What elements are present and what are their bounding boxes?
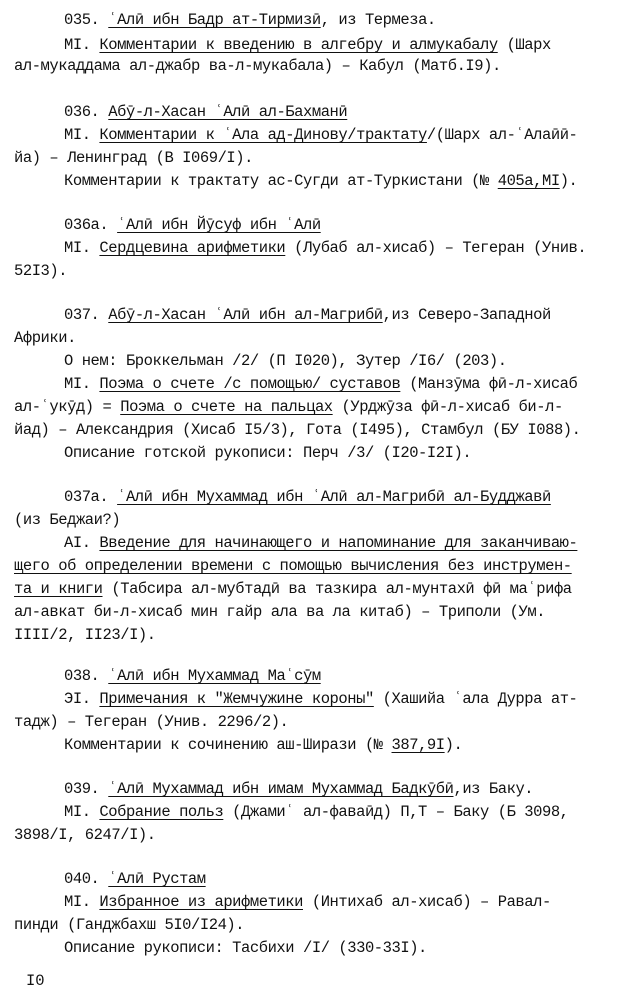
entry-037-work-cont-2: йад) – Александрия (Хисаб I5/3), Гота (I495), Стамбул (БУ I088). bbox=[14, 421, 581, 439]
entry-037-work: MI. Поэма о счете /с помощью/ суставов (Манзӯма фӣ-л-хисаб bbox=[64, 375, 578, 393]
entry-035-work-cont: ал-мукаддама ал-джабр ва-л-мукабала) – Кабул (Матб.I9). bbox=[14, 57, 501, 75]
entry-037a-work-cont-1: щего об определении времени с помощью вычисления без инструмен- bbox=[14, 557, 572, 575]
page-number: I0 bbox=[26, 972, 45, 990]
entry-038-work: ЭI. Примечания к "Жемчужине короны" (Хашийа ʿала Дурра ат- bbox=[64, 690, 578, 708]
entry-035-work: MI. Комментарии к введению в алгебру и алмукабалу (Шарх bbox=[64, 36, 551, 54]
entry-036-work-cont: йа) – Ленинград (В I069/I). bbox=[14, 149, 253, 167]
entry-038-note: Комментарии к сочинению аш-Ширази (№ 387,9I). bbox=[64, 736, 463, 754]
entry-037a-work-cont-4: IIII/2, II23/I). bbox=[14, 626, 156, 644]
entry-040-note: Описание рукописи: Тасбихи /I/ (330-33I). bbox=[64, 939, 427, 957]
entry-040-work: MI. Избранное из арифметики (Интихаб ал-хисаб) – Равал- bbox=[64, 893, 551, 911]
entry-035-heading: 035. ʿАлӣ ибн Бадр ат-Тирмизӣ, из Термеза. bbox=[64, 11, 436, 29]
entry-037-heading: 037. Абӯ-л-Хасан ʿАлӣ ибн ал-Магрибӣ,из Северо-Западной bbox=[64, 306, 551, 324]
entry-040-heading: 040. ʿАлӣ Рустам bbox=[64, 870, 206, 888]
entry-039-work-cont: 3898/I, 6247/I). bbox=[14, 826, 156, 844]
entry-038-work-cont: тадж) – Тегеран (Унив. 2296/2). bbox=[14, 713, 289, 731]
entry-037-work-cont-1: ал-ʿукӯд) = Поэма о счете на пальцах (Урджӯза фӣ-л-хисаб би-л- bbox=[14, 398, 563, 416]
entry-039-work: MI. Собрание польз (Джамиʿ ал-фаваӣд) П,Т – Баку (Б 3098, bbox=[64, 803, 569, 821]
entry-036-heading: 036. Абӯ-л-Хасан ʿАлӣ ал-Бахманӣ bbox=[64, 103, 348, 121]
entry-037a-heading-cont: (из Беджаи?) bbox=[14, 511, 121, 529]
entry-037-heading-cont: Африки. bbox=[14, 329, 76, 347]
entry-037a-work-cont-2: та и книги (Табсира ал-мубтадӣ ва тазкира ал-мунтахӣ фӣ маʿрифа bbox=[14, 580, 572, 598]
entry-038-heading: 038. ʿАлӣ ибн Мухаммад Маʿсӯм bbox=[64, 667, 321, 685]
entry-036-note: Комментарии к трактату ас-Сугди ат-Туркистани (№ 405а,MI). bbox=[64, 172, 578, 190]
entry-036a-work: MI. Сердцевина арифметики (Лубаб ал-хисаб) – Тегеран (Унив. bbox=[64, 239, 587, 257]
entry-036a-work-cont: 52I3). bbox=[14, 262, 68, 280]
entry-037a-work: AI. Введение для начинающего и напоминание для заканчиваю- bbox=[64, 534, 578, 552]
entry-040-work-cont: пинди (Ганджбахш 5I0/I24). bbox=[14, 916, 245, 934]
entry-037-about: О нем: Броккельман /2/ (П I020), Зутер /I6/ (203). bbox=[64, 352, 507, 370]
entry-037a-heading: 037а. ʿАлӣ ибн Мухаммад ибн ʿАлӣ ал-Магрибӣ ал-Будджавӣ bbox=[64, 488, 551, 506]
entry-037a-work-cont-3: ал-авкат би-л-хисаб мин гайр ала ва ла китаб) – Триполи (Ум. bbox=[14, 603, 546, 621]
entry-039-heading: 039. ʿАлӣ Мухаммад ибн имам Мухаммад Бадкӯбӣ,из Баку. bbox=[64, 780, 534, 798]
entry-036-work: MI. Комментарии к ʿАла ад-Динову/трактату/(Шарх ал-ʿАлаӣӣ- bbox=[64, 126, 578, 144]
entry-036a-heading: 036а. ʿАлӣ ибн Йӯсуф ибн ʿАлӣ bbox=[64, 216, 321, 234]
entry-037-note: Описание готской рукописи: Перч /3/ (I20-I2I). bbox=[64, 444, 472, 462]
